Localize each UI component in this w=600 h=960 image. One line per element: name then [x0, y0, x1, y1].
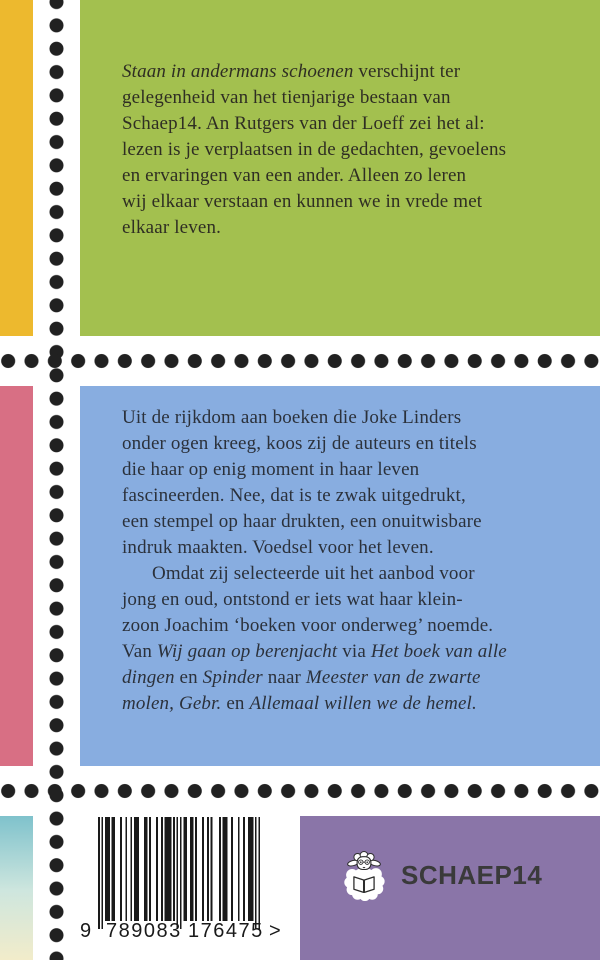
barcode-end-chevron: > — [269, 920, 281, 942]
barcode-digit-group: 9 — [80, 920, 93, 942]
barcode-bars — [98, 817, 260, 929]
panel-pink-stamp — [0, 386, 33, 766]
blue-panel-text: Uit de rijkdom aan boeken die Joke Linders onder ogen kreeg, koos zij de auteurs en titels die haar op enig moment in haar leven fascineerden. Nee, dat is te zwak uitgedrukt, een stempel op haar drukten, een onuitwisbare indruk maakten. Voedsel voor het leven. Omdat zij selecteerde uit het aanbod voor jong en oud, ontstond er iets wat haar klein- zoon Joachim ‘boeken voor onderweg’ noemde. Van Wij gaan op berenjacht via Het boek van alle dingen en Spinder naar Meester van de zwarte molen, Gebr. en Allemaal willen we de hemel. — [122, 407, 507, 714]
publisher-name: SCHAEP14 — [401, 859, 543, 890]
panel-yellow-stamp — [0, 0, 33, 336]
barcode-digit-group: 789083 — [106, 920, 182, 942]
perforation-dots-horizontal-top — [0, 336, 600, 386]
sheep-reading-book-icon — [342, 849, 386, 901]
perforation-dots-horizontal-bottom — [0, 766, 600, 816]
panel-sky-image — [0, 816, 33, 960]
green-panel-text: Staan in andermans schoenen verschijnt ter gelegenheid van het tienjarige bestaan van Schaep14. An Rutgers van der Loeff zei het al: lezen is je verplaatsen in de gedachten, gevoelens en ervaringen van een ander. Alleen zo leren wij elkaar verstaan en kunnen we in vrede met elkaar leven. — [122, 61, 507, 238]
isbn-barcode — [80, 817, 290, 959]
perforation-dots-vertical — [33, 0, 80, 960]
barcode-digit-group: 176475 — [188, 920, 264, 942]
publisher-logo — [342, 849, 542, 901]
